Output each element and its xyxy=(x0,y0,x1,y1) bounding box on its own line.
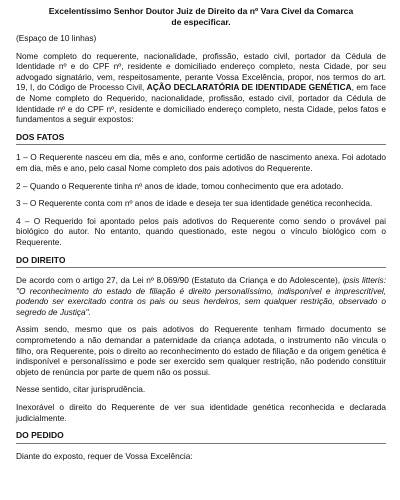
direito-text-1: De acordo com o artigo 27, da Lei nº 8.069/90 (Estatuto da Criança e do Adolescente), xyxy=(16,275,343,286)
fact-item-2: 2 – Quando o Requerente tinha nº anos de idade, tomou conhecimento que era adotado. xyxy=(16,180,344,191)
heading-do-direito: DO DIREITO xyxy=(16,255,386,269)
title-line-2: de especificar. xyxy=(171,16,231,27)
legal-quote: ipsis litteris: "O reconhecimento do estado de filiação é direito personalíssimo, indisponível e imprescritível, podendo ser exercitado contra os pais ou seus herdeiros, sem qualquer restrição, observado o segredo de Justiça". xyxy=(16,275,386,317)
pedido-paragraph-1: Diante do exposto, requer de Vossa Excelência: xyxy=(16,450,193,461)
intro-text-1: Nome completo do requerente, nacionalidade, profissão, estado civil, portador da Cédula de Identidade nº e do CPF nº, residente e domiciliado endereço completo, nesta Cidade, por seu advogado signatário, vem, respeitosamente, perante Vossa Excelência, propor, nos termos do art. 19, I, do Código de Processo Civil, xyxy=(16,50,386,93)
action-name: AÇÃO DECLARATÓRIA DE IDENTIDADE GENÉTICA xyxy=(146,82,352,93)
direito-paragraph-4: Inexorável o direito do Requerente de ver sua identidade genética reconhecida e declarada judicialmente. xyxy=(16,402,386,423)
title-line-1: Excelentíssimo Senhor Doutor Juiz de Direito da nº Vara Civel da Comarca xyxy=(48,6,354,16)
direito-paragraph-3: Nesse sentido, citar jurisprudência. xyxy=(16,384,146,395)
intro-paragraph xyxy=(16,51,386,125)
fact-item-3: 3 – O Requerente conta com nº anos de idade e deseja ter sua identidade genética reconhecida. xyxy=(16,198,373,209)
direito-paragraph-1 xyxy=(16,275,386,317)
heading-do-pedido: DO PEDIDO xyxy=(16,430,386,444)
fact-item-4: 4 – O Requerido foi apontado pelos pais adotivos do Requerente como sendo o provável pai biológico do autor. No entanto, quando questionado, este negou o vínculo biológico com o Requerente. xyxy=(16,215,386,247)
fact-item-1: 1 – O Requerente nasceu em dia, mês e ano, conforme certidão de nascimento anexa. Foi adotado em dia, mês e ano, pelo casal Nome completo dos pais adotivos do Requerente. xyxy=(16,152,386,173)
document-title xyxy=(24,6,378,27)
direito-paragraph-2: Assim sendo, mesmo que os pais adotivos do Requerente tenham firmado documento se comprometendo a não demandar a paternidade da criança adotada, o instrumento não vincula o filho, ora Requerente, pois o direito ao reconhecimento do estado de filiação e da origem genética é indisponível e personalíssimo e pode ser exercido sem qualquer restrição, não podendo constituir objeto de renúncia por parte de quem não os possui. xyxy=(16,324,386,377)
heading-dos-fatos: DOS FATOS xyxy=(16,132,386,146)
spacing-note: (Espaço de 10 linhas) xyxy=(16,33,97,43)
intro-text-2: , em face de Nome completo do Requerido, nacionalidade, profissão, estado civil, portador da Cédula de Identidade nº e do CPF nº, residente e domiciliado endereço completo, nesta Cidade, pelos fatos e fundamentos a seguir expostos: xyxy=(16,82,387,125)
